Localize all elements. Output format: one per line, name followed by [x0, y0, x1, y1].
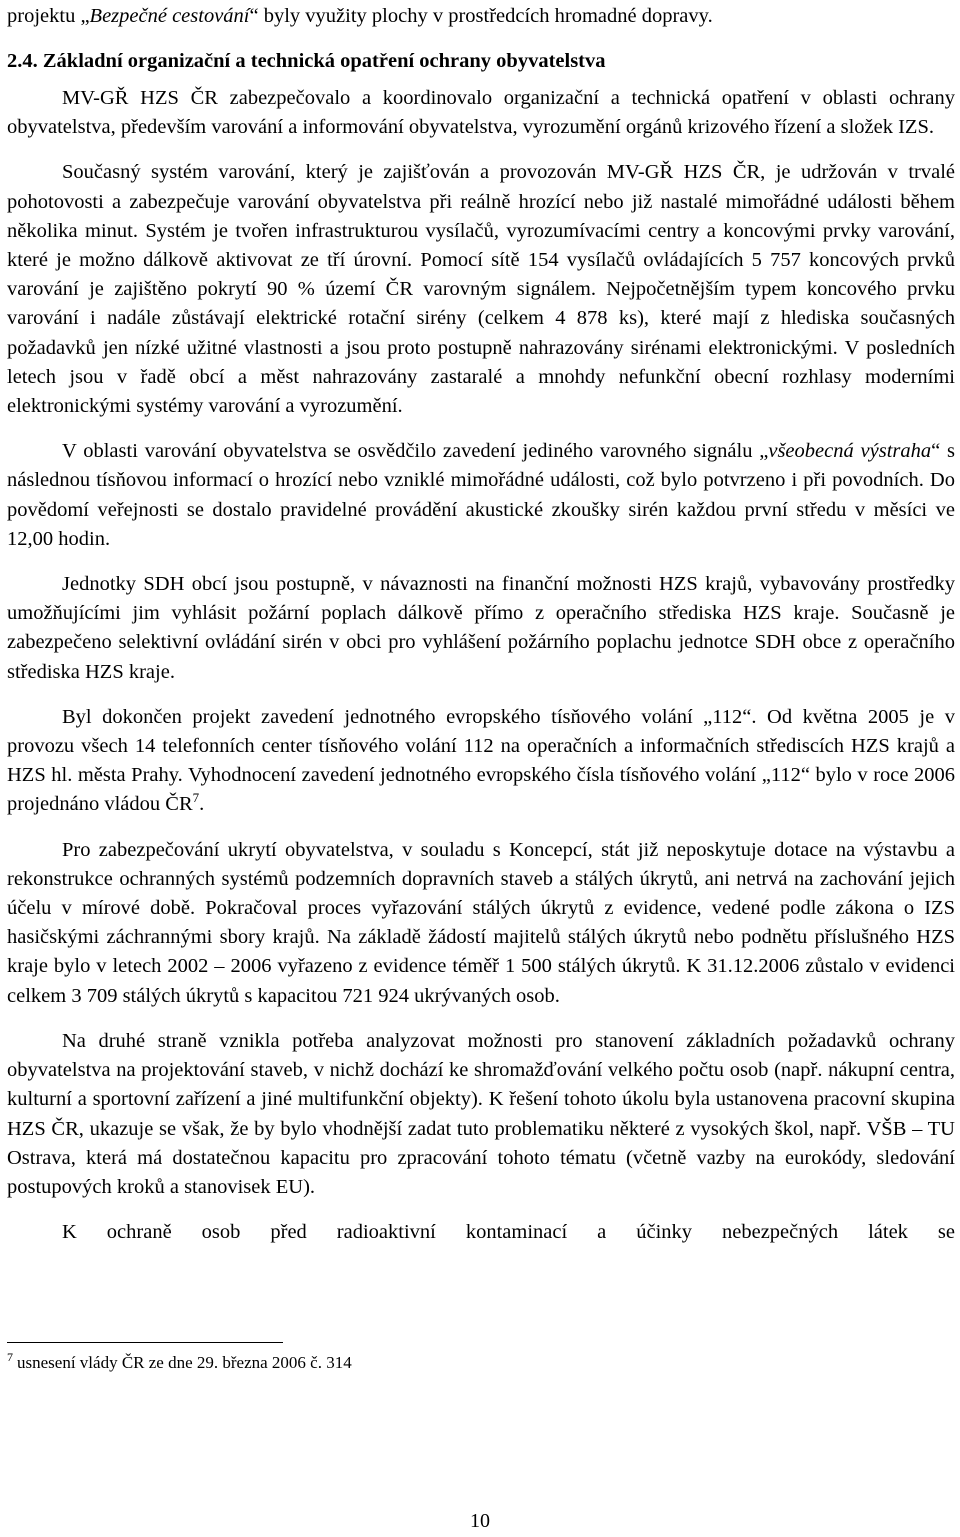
paragraph-shelters: Pro zabezpečování ukrytí obyvatelstva, v souladu s Koncepcí, stát již neposkytuje dotace na výstavbu a rekonstrukce ochranných systémů podzemních dopravních staveb a stálých úkrytů, ani netrvá na zachování jejich účelu v mírové době. Pokračoval proces vyřazování stálých úkrytů z evidence, vedené podle zákona o IZS hasičskými záchrannými sbory krajů. Na základě žádostí majitelů stálých úkrytů nebo podnětu příslušného HZS kraje bylo v letech 2002 – 2006 vyřazeno z evidence téměř 1 500 stálých úkrytů. K 31.12.2006 zůstalo v evidenci celkem 3 709 stálých úkrytů s kapacitou 721 924 ukrývaných osob. — [7, 838, 955, 1007]
paragraph-emergency-112 — [7, 703, 955, 820]
footnote-divider — [7, 1342, 283, 1343]
warning-signal-text-end: “ s následnou tísňovou informací o hrozící nebo vzniklé mimořádné události, což bylo potvrzeno i při povodních. Do povědomí veřejnosti se dostalo pravidelné provádění akustické zkoušky sirén každou první středu v měsíci ve 12,00 hodin. — [7, 440, 956, 550]
emergency-112-period: . — [199, 793, 205, 816]
footnote-text: usnesení vlády ČR ze dne 29. března 2006 č. 314 — [17, 1353, 352, 1372]
paragraph-building-design: Na druhé straně vznikla potřeba analyzovat možnosti pro stanovení základních požadavků ochrany obyvatelstva na projektování staveb, v nichž dochází ke shromažďování velkého počtu osob (např. nákupní centra, kulturní a sportovní zařízení a jiné multifunkční objekty). K řešení tohoto úkolu byla ustanovena pracovní skupina HZS ČR, ukazuje se však, že by bylo vhodnější zadat tuto problematiku některé z vysokých škol, např. VŠB – TU Ostrava, která má dostatečnou kapacitu pro zpracování tohoto tématu (včetně vazby na eurokódy, sledování postupových kroků a stanovisek EU). — [7, 1029, 955, 1198]
paragraph-warning-system: Současný systém varování, který je zajišťován a provozován MV-GŘ HZS ČR, je udržován v trvalé pohotovosti a zabezpečuje varování obyvatelstva při reálně hrozící nebo již nastalé mimořádné události během několika minut. Systém je tvořen infrastrukturou vysílačů, vyrozumívacími centry a koncovými prvky varování, které je možno dálkově aktivovat ze tří úrovní. Pomocí sítě 154 vysílačů ovládajících 5 757 koncových prvků varování je zajištěno pokrytí 90 % území ČR varovným signálem. Nejpočetnějším typem koncového prvku varování i nadále zůstávají elektrické rotační sirény (celkem 4 878 ks), které mají z hlediska současných požadavků jen nízké užitné vlastnosti a jsou proto postupně nahrazovány sirénami elektronickými. V posledních letech jsou v řadě obcí a měst nahrazovány zastaralé a mnohdy nefunkční obecní rozhlasy moderními elektronickými systémy varování a vyrozumění. — [7, 161, 955, 418]
paragraph-warning-signal — [7, 437, 955, 554]
paragraph-radioactive-protection: K ochraně osob před radioaktivní kontaminací a účinky nebezpečných látek se — [62, 1221, 955, 1244]
page-number: 10 — [470, 1510, 490, 1532]
continuation-text-end: “ byly využity plochy v prostředcích hromadné dopravy. — [249, 5, 713, 27]
paragraph-sdh-units: Jednotky SDH obcí jsou postupně, v návaznosti na finanční možnosti HZS krajů, vybavovány prostředky umožňujícími jim vyhlásit požární poplach dálkově přímo z operačního střediska HZS kraje. Současně je zabezpečeno selektivní ovládání sirén v obci pro vyhlášení požárního poplachu jednotce SDH obce z operačního střediska HZS kraje. — [7, 573, 955, 683]
project-name: Bezpečné cestování — [89, 5, 250, 27]
paragraph-organization: MV-GŘ HZS ČR zabezpečovalo a koordinovalo organizační a technická opatření v oblasti ochrany obyvatelstva, především varování a informování obyvatelstva, vyrozumění orgánů krizového řízení a složek IZS. — [7, 87, 955, 139]
warning-signal-text-start: V oblasti varování obyvatelstva se osvědčilo zavedení jediného varovného signálu „ — [62, 440, 769, 463]
footnote-reference[interactable]: 7 — [192, 790, 200, 806]
footnote-number: 7 — [7, 1350, 13, 1365]
section-heading: 2.4. Základní organizační a technická opatření ochrany obyvatelstva — [7, 50, 606, 72]
footnote — [7, 1352, 352, 1374]
document-page — [7, 0, 955, 1247]
emergency-112-text: Byl dokončen projekt zavedení jednotného evropského tísňového volání „112“. Od května 2005 je v provozu všech 14 telefonních center tísňového volání 112 na operačních a informačních střediscích HZS krajů a HZS hl. města Prahy. Vyhodnocení zavedení jednotného evropského čísla tísňového volání „112“ bylo v roce 2006 projednáno vládou ČR — [7, 705, 955, 816]
warning-signal-name: všeobecná výstraha — [768, 440, 932, 463]
continuation-text-start: projektu „ — [7, 5, 90, 27]
continuation-line — [7, 2, 955, 31]
